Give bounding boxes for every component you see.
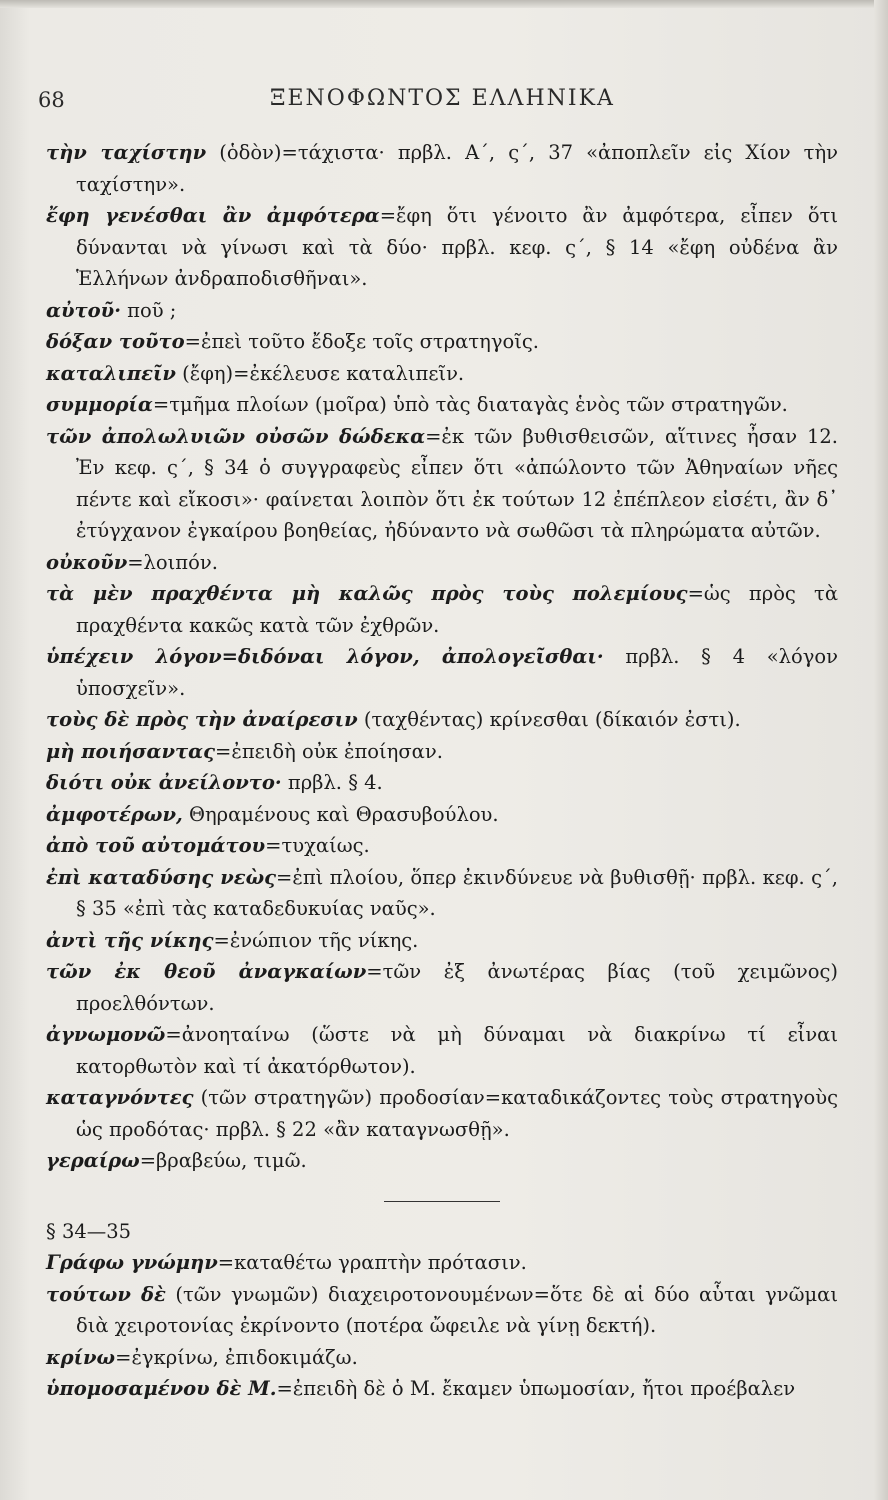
entry-gloss: πρβλ. § 4 «λόγον ὑποσχεῖν». [76,645,838,700]
section-separator [384,1201,500,1202]
section-heading: § 34—35 [46,1219,132,1243]
entry-lemma: ἔφη γενέσθαι ἂν ἀμφότερα [46,204,380,227]
entry-lemma: ὑπέχειν λόγον=διδόναι λόγον, ἀπολογεῖσθαι· [46,645,604,668]
commentary-entry [46,925,838,957]
entry-gloss: =ἐπὶ πλοίου, ὅπερ ἐκινδύνευε νὰ βυθισθῇ· πρβλ. κεφ. ς΄, § 35 «ἐπὶ τὰς καταδεδυκυίας ναῦς». [76,865,838,920]
entry-gloss: =τμῆμα πλοίων (μοῖρα) ὑπὸ τὰς διαταγὰς ἑνὸς τῶν στρατηγῶν. [152,393,788,416]
entry-gloss: =ἐπεὶ τοῦτο ἔδοξε τοῖς στρατηγοῖς. [184,330,539,353]
entry-lemma: μὴ ποιήσαντας [46,739,216,763]
commentary-entry [46,799,838,831]
commentary-entry [46,547,838,579]
entry-gloss: =λοιπόν. [127,550,218,574]
entry-lemma: τῶν ἐκ θεοῦ ἀναγκαίων [46,960,367,983]
commentary-entry [46,421,838,547]
commentary-entry [46,1279,838,1342]
commentary-entry [46,736,838,768]
entry-gloss: πρβλ. § 4. [281,771,383,794]
commentary-entry [46,1247,838,1279]
entry-gloss: ποῦ ; [120,298,177,322]
commentary-entry [46,389,838,421]
commentary-entry [46,137,838,200]
entry-gloss: =ἀνοηταίνω (ὥστε νὰ μὴ δύναμαι νὰ διακρίνω τί εἶναι κατορθωτὸν καὶ τί ἀκατόρθωτον). [76,1023,838,1078]
entry-lemma: γεραίρω [46,1149,140,1172]
commentary-entry [46,578,838,641]
entry-lemma: αὐτοῦ· [46,298,121,322]
entry-gloss: =ἐγκρίνω, ἐπιδοκιμάζω. [115,1345,358,1369]
entry-lemma: συμμορία [46,393,153,416]
commentary-entry [46,862,838,925]
commentary-entry [46,767,838,799]
commentary-entry [46,956,838,1019]
commentary-entry [46,830,838,862]
entry-lemma: τὴν ταχίστην [46,141,207,164]
commentary-entry [46,1019,838,1082]
entry-lemma: ἀντὶ τῆς νίκης [46,928,214,952]
page-right-edge [874,0,888,1500]
commentary-entry [46,704,838,736]
page-header [0,80,888,120]
commentary-entry [46,1373,838,1405]
entry-lemma: κρίνω [46,1345,116,1369]
entry-lemma: ἀγνωμονῶ [46,1023,166,1046]
entry-gloss: (τῶν γνωμῶν) διαχειροτονουμένων=ὅτε δὲ αἱ δύο αὗται γνῶμαι διὰ χειροτονίας ἐκρίνοντο (ποτέρα ὤφειλε νὰ γίνῃ δεκτή). [76,1282,838,1337]
commentary-entry [46,641,838,704]
entry-lemma: καταλιπεῖν [46,361,176,385]
entry-gloss: (τῶν στρατηγῶν) προδοσίαν=καταδικάζοντες τοὺς στρατηγοὺς ὡς προδότας· πρβλ. § 22 «ἂν καταγνωσθῇ». [76,1086,838,1141]
entry-gloss: (ἔφη)=ἐκέλευσε καταλιπεῖν. [175,361,465,385]
entry-gloss: Θηραμένους καὶ Θρασυβούλου. [182,802,499,826]
entry-gloss: =τῶν ἐξ ἀνωτέρας βίας (τοῦ χειμῶνος) προελθόντων. [76,960,838,1015]
commentary-entry [46,295,838,327]
commentary-entry [46,1082,838,1145]
entry-list-2 [46,1247,838,1405]
commentary-entry [46,326,838,358]
entry-lemma: τοὺς δὲ πρὸς τὴν ἀναίρεσιν [46,708,358,731]
entry-gloss: =τυχαίως. [265,834,370,857]
running-title: ΞΕΝΟΦΩΝΤΟΣ ΕΛΛΗΝΙΚΑ [270,86,615,111]
entry-list [46,137,838,1177]
entry-lemma: διότι οὐκ ἀνείλοντο· [46,771,282,794]
entry-lemma: τὰ μὲν πραχθέντα μὴ καλῶς πρὸς τοὺς πολεμίους [46,582,688,605]
entry-gloss: =ἐπειδὴ δὲ ὁ Μ. ἔκαμεν ὑπωμοσίαν, ἤτοι προέβαλεν [276,1377,796,1400]
commentary-entry [46,200,838,295]
entry-gloss: =καταθέτω γραπτὴν πρότασιν. [217,1251,527,1274]
entry-lemma: ἐπὶ καταδύσης νεὼς [46,865,277,889]
commentary-entry [46,358,838,390]
entry-gloss: (ταχθέντας) κρίνεσθαι (δίκαιόν ἐστι). [357,708,741,731]
commentary-body [46,137,838,1405]
entry-lemma: οὐκοῦν [46,550,128,574]
entry-gloss: =ἐνώπιον τῆς νίκης. [213,928,419,952]
page-top-edge [0,0,888,8]
entry-lemma: ἀπὸ τοῦ αὐτομάτου [46,834,266,857]
entry-lemma: τούτων δὲ [46,1282,166,1306]
commentary-entry [46,1145,838,1177]
entry-gloss: =ἐπειδὴ οὐκ ἐποίησαν. [215,739,443,763]
commentary-entry [46,1342,838,1374]
entry-lemma: δόξαν τοῦτο [46,330,185,353]
entry-gloss: =ἐκ τῶν βυθισθεισῶν, αἵτινες ἦσαν 12. Ἐν κεφ. ς΄, § 34 ὁ συγγραφεὺς εἶπεν ὅτι «ἀπώλοντο τῶν Ἀθηναίων νῆες πέντε καὶ εἴκοσι»· φαίνεται λοιπὸν ὅτι ἐκ τούτων 12 ἐπέπλεον εἰσέτι, ἂν δ᾽ ἐτύγχανον ἐγκαίρου βοηθείας, ἠδύναντο νὰ σωθῶσι τὰ πληρώματα αὐτῶν. [76,424,838,542]
entry-lemma: τῶν ἀπολωλυιῶν οὐσῶν δώδεκα [46,424,426,448]
entry-lemma: ἀμφοτέρων, [46,802,183,826]
entry-lemma: ὑπομοσαμένου δὲ Μ. [46,1377,277,1400]
entry-lemma: καταγνόντες [46,1086,194,1109]
entry-gloss: =βραβεύω, τιμῶ. [139,1149,307,1172]
entry-lemma: Γράφω γνώμην [46,1251,218,1274]
page-number: 68 [38,88,65,112]
entry-gloss: =ἔφη ὅτι γένοιτο ἂν ἀμφότερα, εἶπεν ὅτι δύνανται νὰ γίνωσι καὶ τὰ δύο· πρβλ. κεφ. ς΄, § 14 «ἔφη οὐδένα ἂν Ἑλλήνων ἀνδραποδισθῆναι». [76,204,838,290]
entry-gloss: =ὡς πρὸς τὰ πραχθέντα κακῶς κατὰ τῶν ἐχθρῶν. [76,582,838,637]
entry-gloss: (ὁδὸν)=τάχιστα· πρβλ. Α΄, ς΄, 37 «ἀποπλεῖν εἰς Χίον τὴν ταχίστην». [76,141,838,196]
